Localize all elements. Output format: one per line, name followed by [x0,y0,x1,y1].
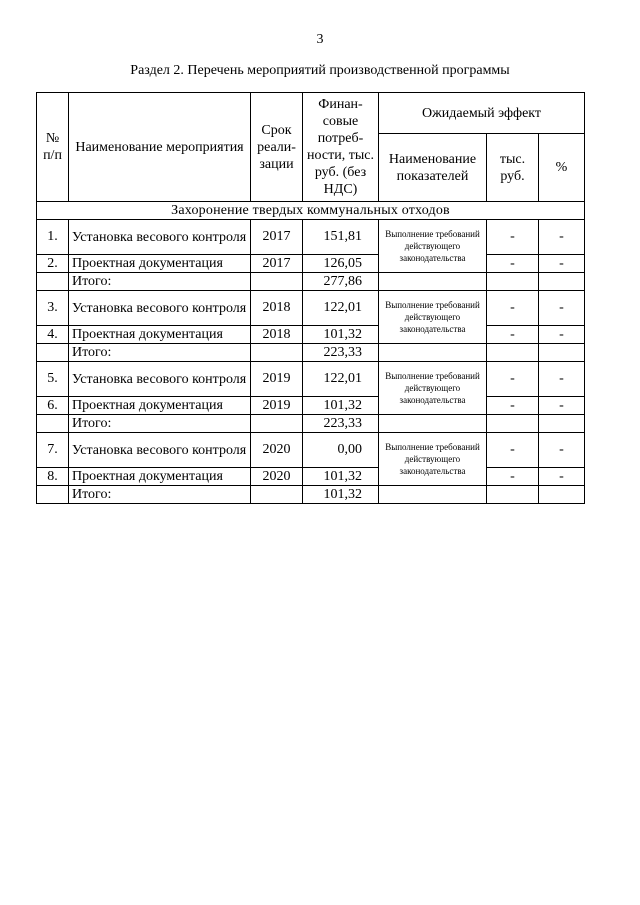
total-pct-empty [539,415,585,433]
total-num-empty [37,486,69,504]
effect-thous-value: - [487,397,539,415]
section-title: Раздел 2. Перечень мероприятий производственной программы [130,63,510,78]
row-name: Проектная документация [69,468,251,486]
total-year-empty [251,486,303,504]
row-year: 2017 [251,220,303,255]
row-name: Проектная документация [69,326,251,344]
total-pct-empty [539,273,585,291]
total-effect-empty [379,415,487,433]
effect-thous-value: - [487,291,539,326]
total-num-empty [37,344,69,362]
effect-description: Выполнение требований действующего законодательства [379,362,487,415]
row-num: 7. [37,433,69,468]
row-name: Установка весового контроля [69,362,251,397]
total-num-empty [37,273,69,291]
total-num-empty [37,415,69,433]
total-effect-empty [379,344,487,362]
total-thous-empty [487,344,539,362]
table-row [37,291,585,326]
row-amount: 0,00 [303,433,379,468]
effect-pct-value: - [539,326,585,344]
total-year-empty [251,344,303,362]
row-num: 6. [37,397,69,415]
row-amount: 101,32 [303,326,379,344]
effect-pct-value: - [539,291,585,326]
total-label: Итого: [69,486,251,504]
row-year: 2020 [251,468,303,486]
row-amount: 122,01 [303,291,379,326]
table-row [37,326,585,344]
total-effect-empty [379,273,487,291]
total-pct-empty [539,486,585,504]
row-name: Установка весового контроля [69,433,251,468]
effect-pct-value: - [539,468,585,486]
effect-thous-value: - [487,255,539,273]
row-amount: 101,32 [303,468,379,486]
page-number: 3 [316,32,324,47]
effect-pct-value: - [539,362,585,397]
table-row [37,433,585,468]
effect-pct-value: - [539,397,585,415]
table-row [37,255,585,273]
total-row [37,344,585,362]
effect-pct-value: - [539,255,585,273]
table-row [37,220,585,255]
table-row [37,397,585,415]
total-row [37,415,585,433]
row-amount: 101,32 [303,397,379,415]
row-num: 8. [37,468,69,486]
row-num: 4. [37,326,69,344]
total-row [37,486,585,504]
effect-thous-value: - [487,433,539,468]
header-effect-thous: тыс. руб. [487,134,539,202]
row-num: 5. [37,362,69,397]
effect-pct-value: - [539,220,585,255]
total-label: Итого: [69,415,251,433]
total-amount: 101,32 [303,486,379,504]
row-amount: 126,05 [303,255,379,273]
total-thous-empty [487,486,539,504]
row-num: 1. [37,220,69,255]
total-row [37,273,585,291]
header-effect-pct: % [539,134,585,202]
total-thous-empty [487,415,539,433]
row-num: 2. [37,255,69,273]
header-finance: Финан-совые потреб-ности, тыс. руб. (без НДС) [303,93,379,202]
total-amount: 223,33 [303,344,379,362]
total-year-empty [251,273,303,291]
table-row [37,468,585,486]
effect-thous-value: - [487,468,539,486]
total-effect-empty [379,486,487,504]
total-amount: 223,33 [303,415,379,433]
effect-thous-value: - [487,362,539,397]
total-label: Итого: [69,273,251,291]
total-label: Итого: [69,344,251,362]
header-name: Наименование мероприятия [69,93,251,202]
effect-description: Выполнение требований действующего законодательства [379,291,487,344]
total-pct-empty [539,344,585,362]
header-effect: Ожидаемый эффект [379,93,585,134]
effect-description: Выполнение требований действующего законодательства [379,220,487,273]
row-year: 2019 [251,397,303,415]
effect-thous-value: - [487,220,539,255]
row-year: 2019 [251,362,303,397]
total-thous-empty [487,273,539,291]
row-year: 2020 [251,433,303,468]
total-amount: 277,86 [303,273,379,291]
effect-thous-value: - [487,326,539,344]
row-year: 2018 [251,291,303,326]
header-term: Срок реали-зации [251,93,303,202]
row-amount: 151,81 [303,220,379,255]
row-num: 3. [37,291,69,326]
effect-description: Выполнение требований действующего законодательства [379,433,487,486]
header-effect-name: Наименование показателей [379,134,487,202]
effect-pct-value: - [539,433,585,468]
row-name: Установка весового контроля [69,291,251,326]
row-year: 2017 [251,255,303,273]
table-row [37,362,585,397]
row-name: Установка весового контроля [69,220,251,255]
program-table [36,92,585,504]
row-name: Проектная документация [69,397,251,415]
row-year: 2018 [251,326,303,344]
row-amount: 122,01 [303,362,379,397]
row-name: Проектная документация [69,255,251,273]
header-num: № п/п [37,93,69,202]
section-label: Захоронение твердых коммунальных отходов [37,202,585,220]
total-year-empty [251,415,303,433]
